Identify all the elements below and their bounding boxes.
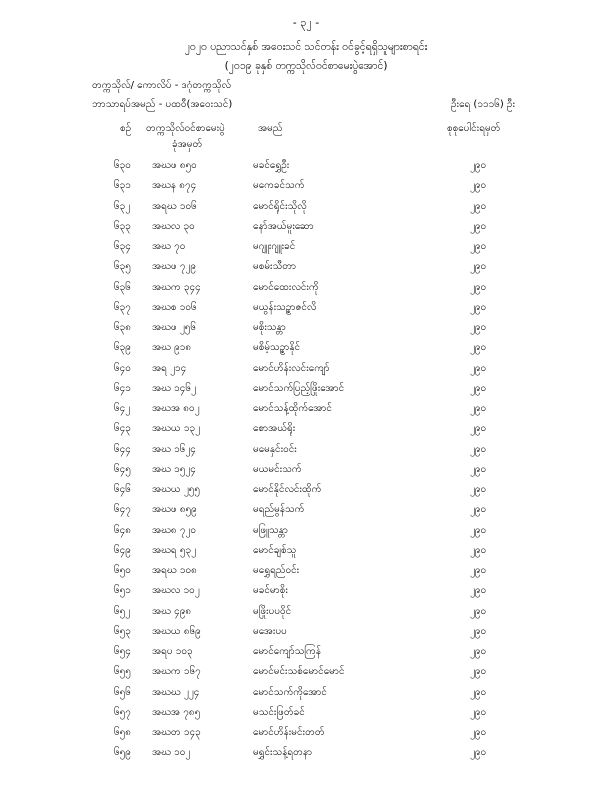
roll-number: အဃတ ၁၄၃ [152,727,201,738]
student-name: မောင်သန့်ထိုက်အောင် [253,403,332,414]
column-header-total-score: စုစုပေါင်းရမှတ် [447,123,501,134]
student-name: မဖြိုးပပဝိုင် [253,605,292,617]
roll-number: အဃ ၁၆၂၄ [152,443,196,455]
roll-number: အဃက ၁၆၇ [152,666,201,678]
roll-number: အဃအ ၇၈၅ [152,706,201,718]
student-name: မဂျူးဂျူးခင် [253,241,296,252]
total-score: ၂၉၀ [470,585,487,597]
row-number: ၆၃၂ [114,200,131,212]
total-score: ၂၉၀ [470,382,487,394]
row-number: ၆၃၀ [114,160,131,171]
roll-number: အဃ ၁၄၆၂ [152,382,196,394]
roll-number: အဃလ ၁၀၂ [152,585,200,597]
table-row [0,418,612,438]
column-header-exam: တက္ကသိုလ်ဝင်စာမေးပွဲ [146,123,225,134]
student-name: မောင်ဟိန်းမင်းတတ် [253,727,325,738]
table-row [0,155,612,175]
roll-number: အဃယ ၂၅၅ [152,484,200,495]
total-score: ၂၉၀ [470,362,487,374]
roll-number: အဃန ၈၇၄ [152,180,197,192]
student-name: မရွှေရည်ဝင်း [253,565,300,576]
table-row [0,439,612,459]
row-number: ၆၃၉ [114,342,131,354]
student-name: မောင်ရိုင်းသိုလို [253,200,307,212]
row-number: ၆၅၁ [114,585,131,597]
row-number: ၆၅၂ [114,605,131,617]
row-number: ၆၅၈ [114,727,131,738]
student-name: စောအယ်ရိုး [253,423,296,435]
headcount-label: ဦးရေ (၁၁၁၆) ဦး [450,99,515,110]
roll-number: အဃစ ၁၀၆ [152,301,197,313]
student-name: မခင်မာစိုး [253,585,288,597]
total-score: ၂၉၀ [470,625,487,637]
student-name: မောင်ဟိန်းလင်းကျော် [253,362,330,374]
student-name: နော်အယ်မူးဆော [253,220,314,232]
subject-label: ဘာသာရပ်အမည် - ပထဝီ(အဝေးသင်) [92,99,233,110]
table-row [0,601,612,621]
total-score: ၂၉၀ [470,220,487,232]
row-number: ၆၄၂ [114,403,131,414]
roll-number: အဃရ ၅၃၂ [152,544,197,556]
student-name: မောင်ကျော်သကြန် [253,646,322,657]
roll-number: အဃ ၇၀ [152,241,186,252]
total-score: ၂၉၀ [470,504,487,516]
row-number: ၆၅၇ [114,706,131,718]
column-header-no: စဉ် [120,123,132,134]
total-score: ၂၉၀ [470,160,487,171]
student-name: မကေခင်သက် [253,180,305,192]
total-score: ၂၉၀ [470,544,487,556]
row-number: ၆၃၁ [114,180,131,192]
roll-number: အဃဖ ၈၅၉ [152,504,197,516]
roll-number: အဃဃ ၂၂၄ [152,686,200,698]
roll-number: အရဃ ၁၀၆ [152,200,197,212]
student-name: မောင်သက်ပြည့်ဖြိုးအောင် [253,382,345,394]
total-score: ၂၉၀ [470,322,487,333]
roll-number: အဃလ ၃၀ [152,220,195,232]
total-score: ၂၉၀ [470,666,487,678]
total-score: ၂၉၀ [470,463,487,475]
roll-number: အဃ ၁၀၂ [152,747,191,759]
table-row [0,742,612,762]
student-name: မောင်မင်းသစ်မောင်မောင် [253,666,345,678]
roll-number: အဃ ၉၁၈ [152,342,192,354]
row-number: ၆၃၈ [114,322,131,333]
row-number: ၆၅၉ [114,747,131,759]
table-row [0,682,612,702]
row-number: ၆၅၃ [114,625,131,637]
student-name: မောင်သက်ကိုအောင် [253,686,327,698]
table-row [0,499,612,519]
total-score: ၂၉၀ [470,706,487,718]
total-score: ၂၉၀ [470,686,487,698]
student-name: မယမင်းသက် [253,463,302,475]
table-row [0,459,612,479]
table-row [0,196,612,216]
document-subtitle: (၂၀၁၉ ခုနှစ် တက္ကသိုလ်ဝင်စာမေးပွဲအောင်) [224,60,388,72]
roll-number: အဃဖ ၇၂၉ [152,261,196,273]
student-name: မောင်ထေးလင်းကို [253,281,319,293]
student-name: မရွှင်းသန့်ရတနာ [253,747,313,759]
roll-number: အဃက ၃၄၄ [152,281,201,293]
row-number: ၆၃၃ [114,220,131,232]
table-row [0,378,612,398]
table-row [0,175,612,195]
table-row [0,560,612,580]
total-score: ၂၉၀ [470,200,487,212]
roll-number: အရ ၂၁၄ [152,362,187,374]
column-header-roll-number: ခုံအမှတ် [172,139,203,150]
student-name: မစမ်းသီတာ [253,261,297,273]
student-name: မအေးပပ [253,625,287,637]
student-name: မဖြူသန္တာ [253,524,288,536]
row-number: ၆၄၆ [114,484,131,495]
table-row [0,358,612,378]
total-score: ၂၉၀ [470,261,487,273]
table-row [0,702,612,722]
table-row [0,398,612,418]
table-row [0,621,612,641]
row-number: ၆၄၄ [114,443,131,455]
total-score: ၂၉၀ [470,443,487,455]
results-list [0,155,612,763]
roll-number: အဃယ ၈၆၉ [152,625,201,637]
total-score: ၂၉၀ [470,605,487,617]
table-row [0,580,612,600]
roll-number: အဃဖ ၂၅၆ [152,322,196,333]
student-name: မစိုးသန္တာ [253,322,286,333]
roll-number: အဃ ၁၅၂၄ [152,463,196,475]
row-number: ၆၅၄ [114,646,131,657]
table-row [0,479,612,499]
row-number: ၆၅၀ [114,565,131,576]
total-score: ၂၉၀ [470,565,487,576]
student-name: မစိမ့်သဥ္စာနိုင် [253,342,301,354]
table-row [0,256,612,276]
student-name: မခင်ရွှေဦး [253,160,290,171]
table-row [0,317,612,337]
roll-number: အရပ ၁၀၃ [152,646,193,657]
row-number: ၆၃၅ [114,261,131,273]
roll-number: အဃ၈ ၇၂၀ [152,524,196,536]
total-score: ၂၉၀ [470,727,487,738]
table-row [0,520,612,540]
table-row [0,641,612,661]
row-number: ၆၄၇ [114,504,131,516]
row-number: ၆၃၄ [114,241,131,252]
column-header-name: အမည် [258,123,283,134]
row-number: ၆၄၈ [114,524,131,536]
roll-number: အဃဖ ၈၅၀ [152,160,197,171]
document-title: ၂၀၂၀ ပညာသင်နှစ် အဝေးသင် သင်တန်း ဝင်ခွင့်ရရှိသူများစာရင်း [184,41,428,53]
total-score: ၂၉၀ [470,646,487,657]
total-score: ၂၉၀ [470,180,487,192]
total-score: ၂၉၀ [470,484,487,495]
total-score: ၂၉၀ [470,747,487,759]
total-score: ၂၉၀ [470,403,487,414]
student-name: မမေနှင်းဝင်း [253,443,297,455]
table-row [0,661,612,681]
row-number: ၆၄၅ [114,463,131,475]
table-row [0,216,612,236]
row-number: ၆၄၃ [114,423,131,435]
roll-number: အရဃ ၁၀၈ [152,565,197,576]
row-number: ၆၃၇ [114,301,131,313]
table-row [0,297,612,317]
university-label: တက္ကသိုလ်/ ကောလိပ် - ဒဂုံတက္ကသိုလ် [92,80,231,91]
table-row [0,337,612,357]
student-name: မသင်းဖြတ်ခင် [253,706,305,718]
row-number: ၆၄၀ [114,362,131,374]
table-row [0,236,612,256]
roll-number: အဃအ ၈၀၂ [152,403,200,414]
total-score: ၂၉၀ [470,524,487,536]
row-number: ၆၄၉ [114,544,131,556]
row-number: ၆၃၆ [114,281,131,293]
student-name: မယွန်းသဥ္စာဇင်လိ [253,301,317,313]
total-score: ၂၉၀ [470,301,487,313]
total-score: ၂၉၀ [470,241,487,252]
row-number: ၆၄၁ [114,382,131,394]
total-score: ၂၉၀ [470,342,487,354]
table-row [0,540,612,560]
total-score: ၂၉၀ [470,281,487,293]
roll-number: အဃ ၄၉၈ [152,605,192,617]
roll-number: အဃယ ၁၃၂ [152,423,200,435]
row-number: ၆၅၆ [114,686,131,698]
table-row [0,277,612,297]
student-name: မောင်နိုင်လင်းထိုက် [253,484,322,495]
student-name: မရည်မွန်သက် [253,504,305,516]
row-number: ၆၅၅ [114,666,131,678]
table-row [0,722,612,742]
page-number: - ၃၂ - [292,16,320,29]
student-name: မောင်ချစ်သူ [253,544,297,556]
total-score: ၂၉၀ [470,423,487,435]
